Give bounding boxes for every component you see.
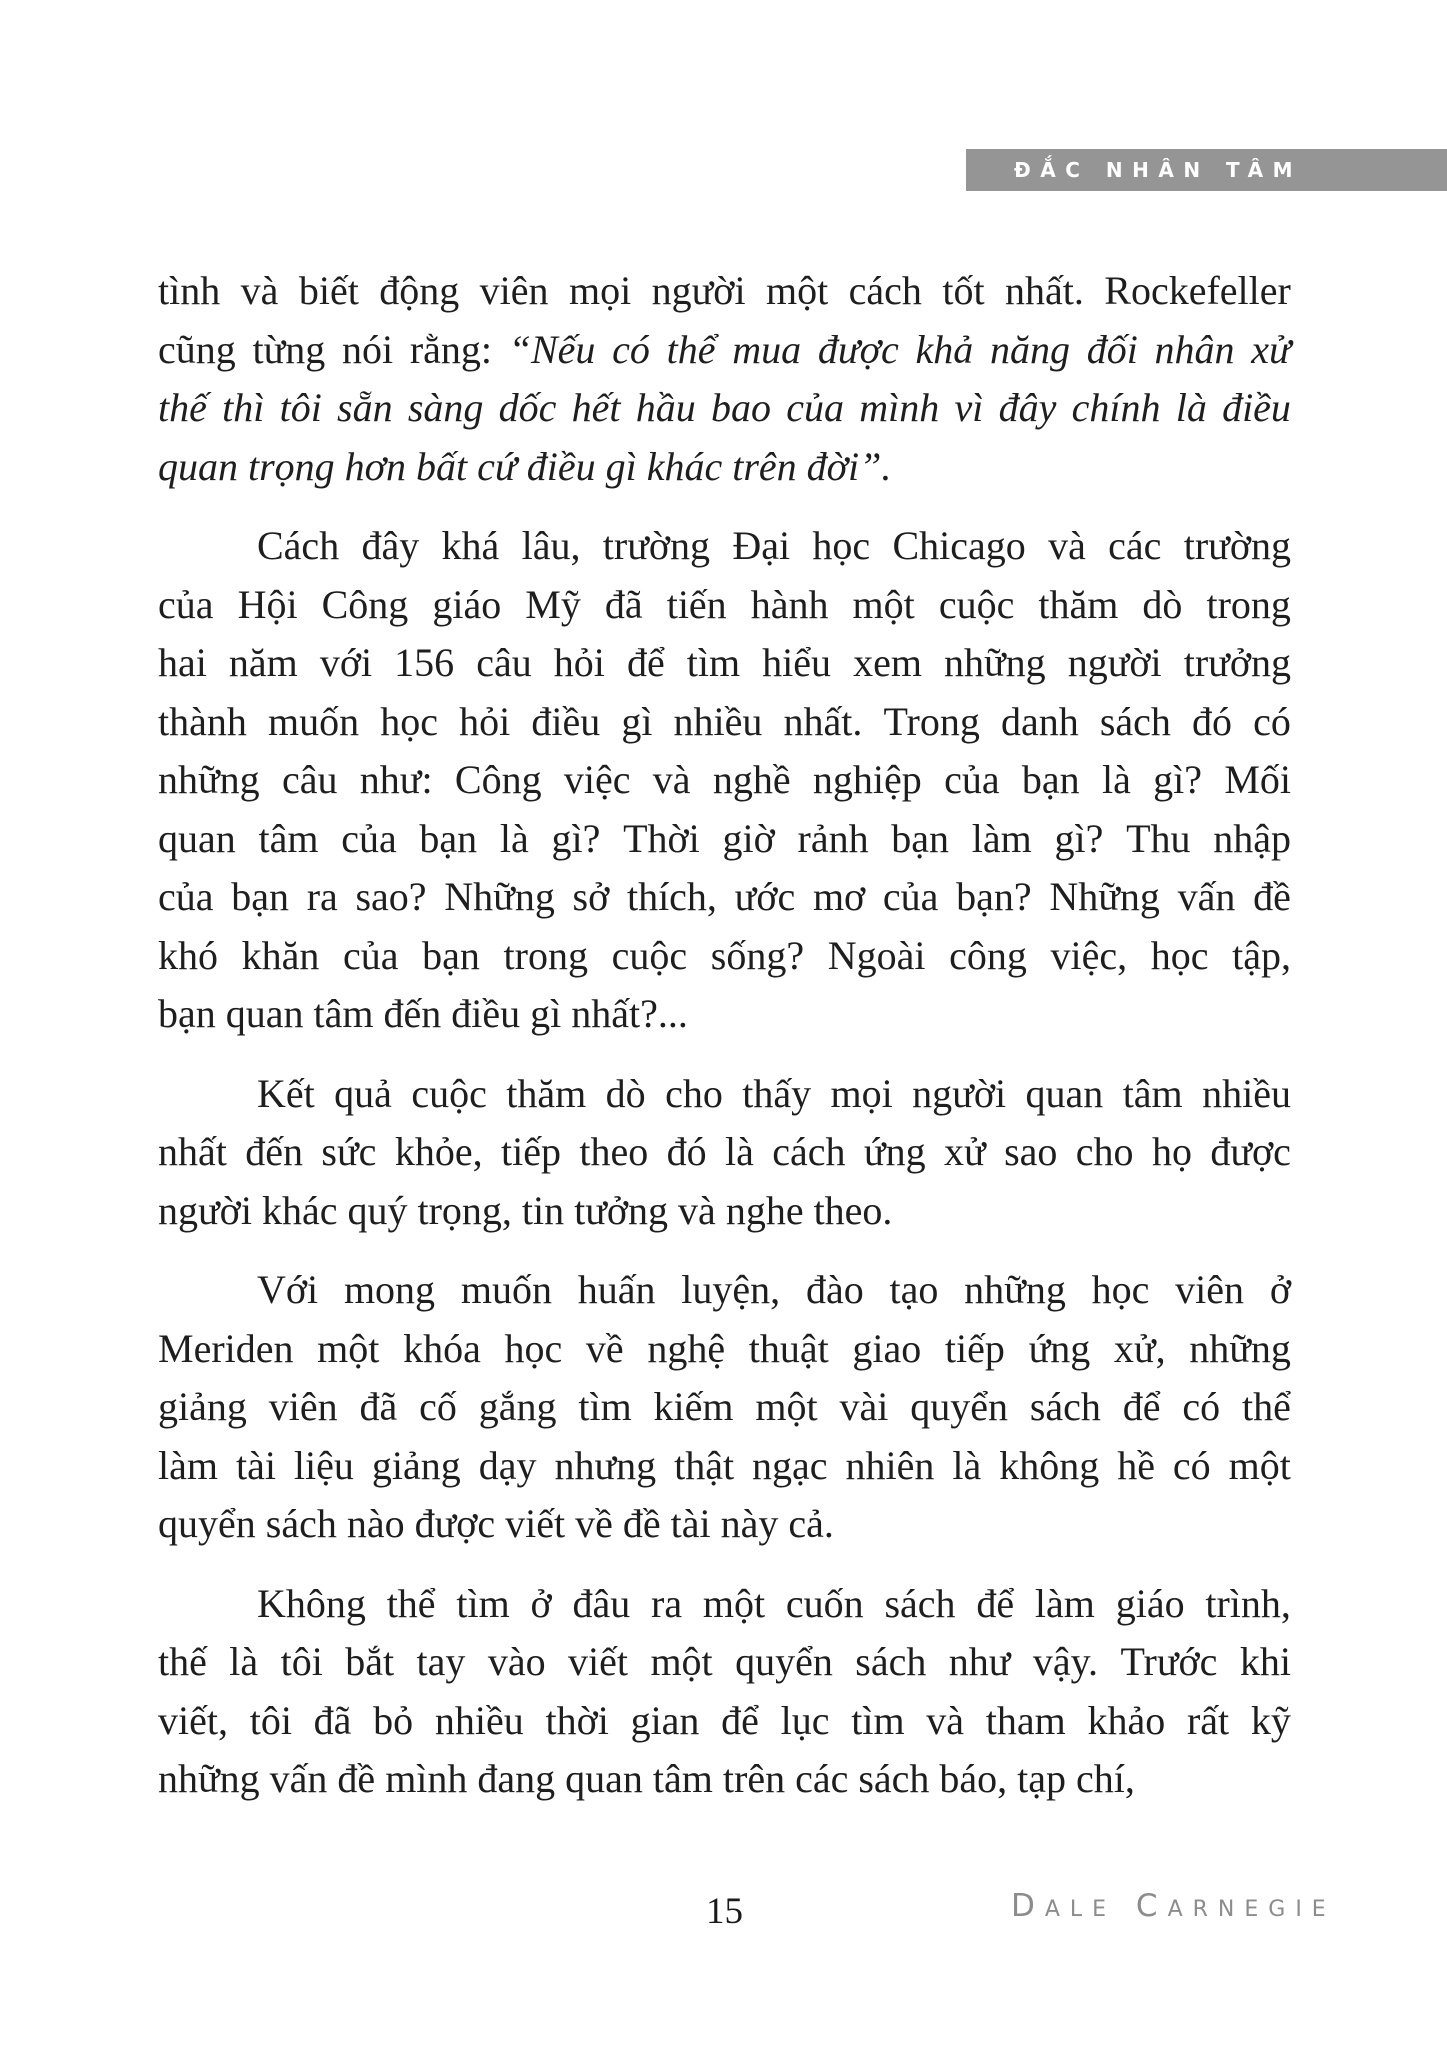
paragraph [158, 1065, 1291, 1241]
running-footer-author: Dale Carnegie [1011, 1888, 1336, 1924]
text-line: hai năm với 156 câu hỏi để tìm hiểu xem những người trưởng [158, 640, 1291, 685]
text-line: Cách đây khá lâu, trường Đại học Chicago và các trường [257, 523, 1291, 568]
text-line: Với mong muốn huấn luyện, đào tạo những học viên ở [257, 1267, 1291, 1312]
text-line: bạn quan tâm đến điều gì nhất?... [158, 991, 688, 1036]
text-line: thành muốn học hỏi điều gì nhiều nhất. Trong danh sách đó có [158, 698, 1291, 744]
running-header-bar [966, 149, 1447, 191]
paragraph [158, 517, 1291, 1044]
text-line: Không thể tìm ở đâu ra một cuốn sách để làm giáo trình, [257, 1580, 1291, 1626]
paragraph [158, 1575, 1291, 1809]
text-line: Kết quả cuộc thăm dò cho thấy mọi người quan tâm nhiều [257, 1070, 1291, 1116]
paragraph [158, 262, 1291, 496]
text-line: tình và biết động viên mọi người một cách tốt nhất. Rockefeller [158, 268, 1291, 313]
text-line: người khác quý trọng, tin tưởng và nghe theo. [158, 1187, 893, 1233]
text-line: khó khăn của bạn trong cuộc sống? Ngoài công việc, học tập, [158, 932, 1291, 978]
text-line: thế là tôi bắt tay vào viết một quyển sách như vậy. Trước khi [158, 1639, 1291, 1684]
text-line: giảng viên đã cố gắng tìm kiếm một vài quyển sách để có thể [158, 1384, 1291, 1429]
text-line: của Hội Công giáo Mỹ đã tiến hành một cuộc thăm dò trong [158, 581, 1291, 627]
text-line: quyển sách nào được viết về đề tài này cả. [158, 1501, 834, 1546]
text-line: làm tài liệu giảng dạy nhưng thật ngạc nhiên là không hề có một [158, 1442, 1291, 1488]
text-line: những câu như: Công việc và nghề nghiệp của bạn là gì? Mối [158, 757, 1291, 802]
text-line: nhất đến sức khỏe, tiếp theo đó là cách ứng xử sao cho họ được [158, 1129, 1291, 1174]
text-line: Meriden một khóa học về nghệ thuật giao tiếp ứng xử, những [158, 1325, 1291, 1371]
text-line: quan trọng hơn bất cứ điều gì khác trên đời”. [158, 443, 892, 489]
text-line: quan tâm của bạn là gì? Thời giờ rảnh bạn làm gì? Thu nhập [158, 815, 1291, 861]
text-line: viết, tôi đã bỏ nhiều thời gian để lục tìm và tham khảo rất kỹ [158, 1697, 1291, 1743]
text-line: của bạn ra sao? Những sở thích, ước mơ của bạn? Những vấn đề [158, 874, 1291, 919]
text-line: cũng từng nói rằng: “Nếu có thể mua được khả năng đối nhân xử [158, 326, 1291, 372]
text-line: những vấn đề mình đang quan tâm trên các sách báo, tạp chí, [158, 1756, 1135, 1801]
paragraph [158, 1261, 1291, 1554]
body-text [158, 262, 1291, 1830]
page-number: 15 [706, 1891, 743, 1932]
running-header-title: ĐẮC NHÂN TÂM [1014, 158, 1303, 182]
text-line: thế thì tôi sẵn sàng dốc hết hầu bao của mình vì đây chính là điều [158, 385, 1291, 430]
